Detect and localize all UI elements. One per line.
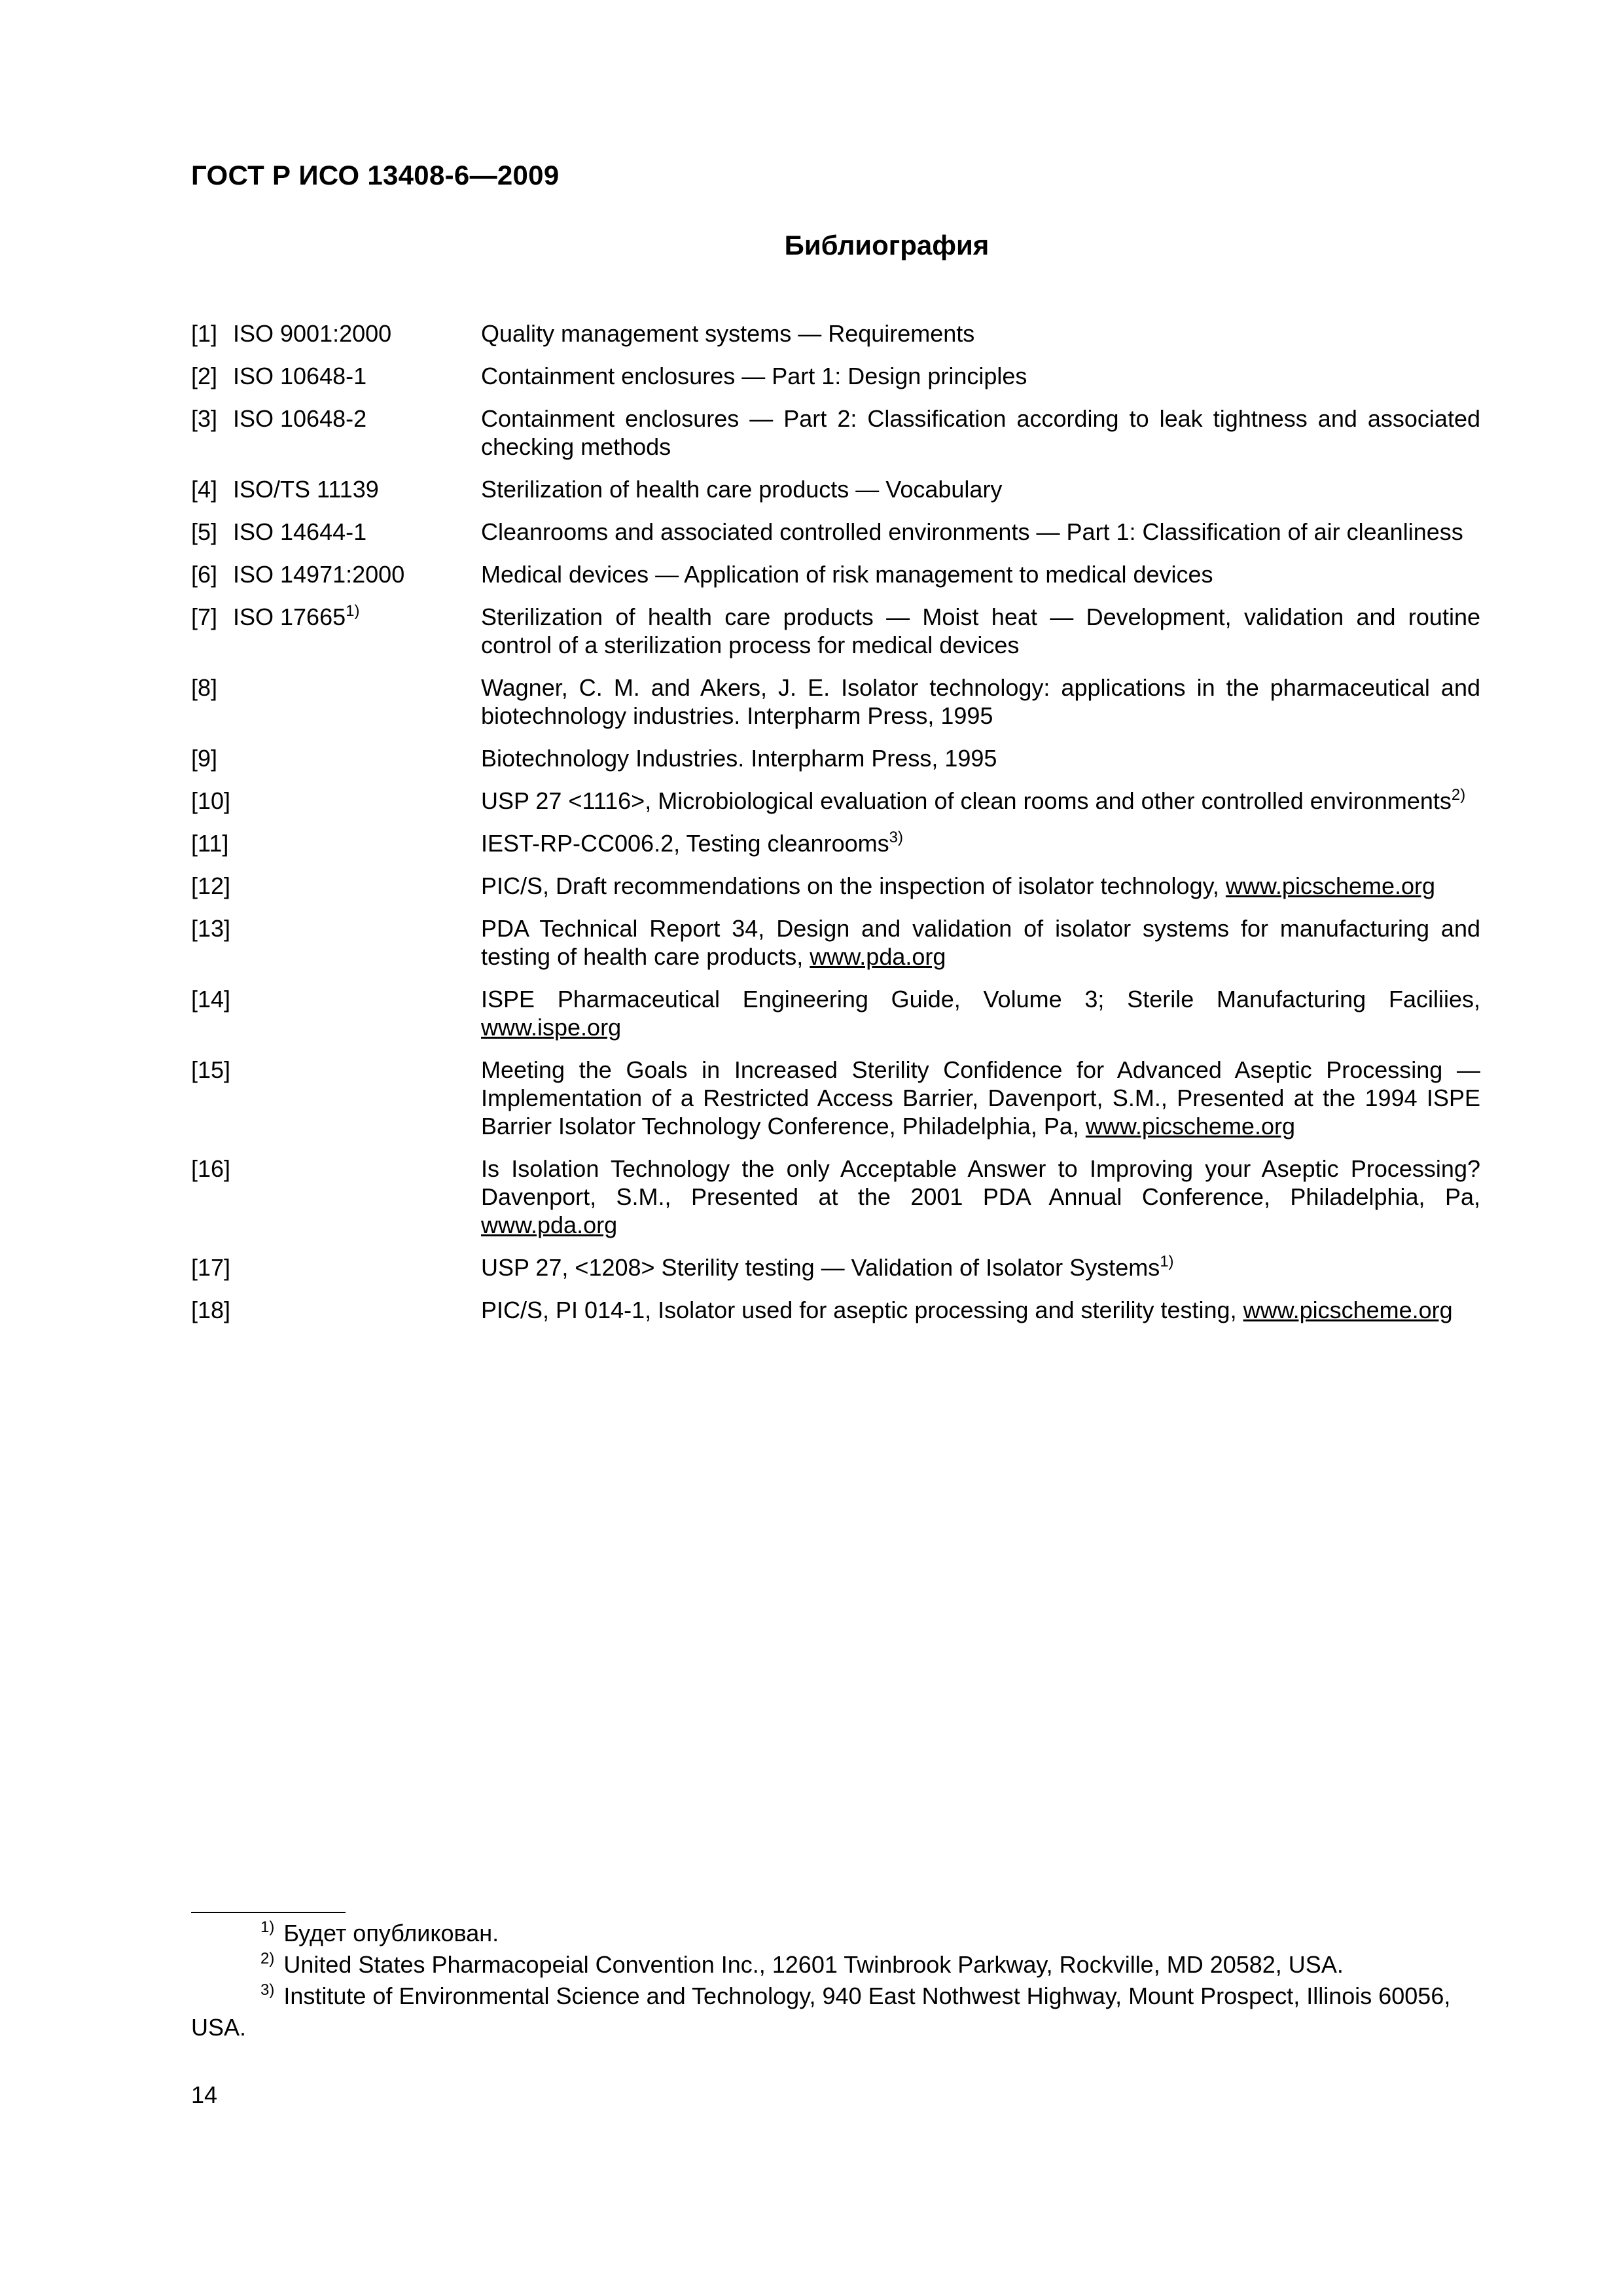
entry-text: Wagner, C. M. and Akers, J. E. Isolator technology: applications in the pharmaceutical and biotechnology industries. Interpharm Press, 1995 — [481, 674, 1480, 729]
bibliography-entry — [191, 673, 1500, 730]
entry-text: Medical devices — Application of risk management to medical devices — [481, 561, 1213, 588]
entry-title — [481, 560, 1480, 588]
entry-link[interactable]: www.pda.org — [810, 943, 946, 970]
entry-title — [481, 1056, 1480, 1140]
footnote-mark: 1) — [260, 1918, 275, 1936]
footnote-mark: 2) — [260, 1950, 275, 1967]
entry-text: Sterilization of health care products — Moist heat — Development, validation and routine control of a sterilization process for medical devices — [481, 603, 1480, 658]
entry-title — [481, 404, 1480, 461]
bibliography-entry-label — [191, 560, 481, 588]
bibliography-entry — [191, 404, 1500, 461]
entry-text: Quality management systems — Requirements — [481, 320, 975, 347]
entry-standard-code: ISO 9001:2000 — [233, 320, 392, 347]
entry-text: USP 27 <1116>, Microbiological evaluation of clean rooms and other controlled environments — [481, 787, 1452, 814]
footnote-text: Institute of Environmental Science and Technology, 940 East Nothwest Highway, Mount Prospect, Illinois 60056, USA. — [191, 1982, 1451, 2041]
bibliography-entry — [191, 518, 1500, 546]
entry-number: [4] — [191, 476, 218, 503]
bibliography-entry — [191, 319, 1500, 348]
bibliography-entry — [191, 1296, 1500, 1324]
bibliography-entry — [191, 475, 1500, 503]
footnote-marker: 2) — [1451, 786, 1466, 804]
bibliography-entry — [191, 787, 1500, 815]
entry-number: [15] — [191, 1056, 231, 1083]
bibliography-entry — [191, 829, 1500, 857]
bibliography-entry-label — [191, 404, 481, 433]
bibliography-entry-label — [191, 1296, 481, 1324]
footnote-separator — [191, 1912, 346, 1913]
entry-title — [481, 673, 1480, 730]
entry-number: [10] — [191, 787, 231, 814]
bibliography-entry — [191, 744, 1500, 772]
footnote — [191, 1949, 1493, 1981]
entry-title — [481, 985, 1480, 1041]
bibliography-entry-label — [191, 603, 481, 631]
footnotes — [191, 1918, 1493, 2043]
bibliography-entry-label — [191, 914, 481, 942]
entry-link[interactable]: www.picscheme.org — [1085, 1113, 1295, 1139]
entry-number: [8] — [191, 674, 218, 701]
bibliography-entry-label — [191, 985, 481, 1013]
bibliography-entry-label — [191, 872, 481, 900]
entry-number: [18] — [191, 1297, 231, 1323]
entry-standard-code: ISO 17665 — [233, 603, 346, 630]
entry-standard-code: ISO/TS 11139 — [233, 476, 379, 503]
entry-text: Cleanrooms and associated controlled environments — Part 1: Classification of air cleanliness — [481, 518, 1463, 545]
entry-text: ISPE Pharmaceutical Engineering Guide, Volume 3; Sterile Manufacturing Faciliies, — [481, 986, 1480, 1013]
bibliography-entry-label — [191, 787, 481, 815]
bibliography-entry — [191, 914, 1500, 971]
entry-title — [481, 787, 1480, 815]
entry-text: Sterilization of health care products — Vocabulary — [481, 476, 1003, 503]
bibliography-entry — [191, 1155, 1500, 1239]
bibliography-entry — [191, 985, 1500, 1041]
entry-text: PIC/S, Draft recommendations on the inspection of isolator technology, — [481, 872, 1226, 899]
entry-standard-code: ISO 14971:2000 — [233, 561, 405, 588]
entry-title — [481, 518, 1480, 546]
entry-title — [481, 872, 1480, 900]
entry-title — [481, 475, 1480, 503]
footnote-mark: 3) — [260, 1981, 275, 1999]
bibliography-entry-label — [191, 829, 481, 857]
footnote — [191, 1918, 1493, 1949]
bibliography-entry — [191, 872, 1500, 900]
document-header: ГОСТ Р ИСО 13408-6—2009 — [191, 160, 560, 190]
entry-link[interactable]: www.picscheme.org — [1225, 872, 1436, 899]
bibliography-entry-label — [191, 1155, 481, 1183]
footnote — [191, 1981, 1493, 2043]
entry-number: [2] — [191, 363, 218, 389]
entry-number: [5] — [191, 518, 218, 545]
entry-number: [11] — [191, 830, 229, 857]
bibliography-entry-label — [191, 744, 481, 772]
bibliography-entry-label — [191, 1056, 481, 1084]
entry-number: [3] — [191, 405, 218, 432]
entry-standard-code: ISO 14644-1 — [233, 518, 367, 545]
bibliography-entry-label — [191, 1253, 481, 1282]
bibliography-entry — [191, 362, 1500, 390]
entry-text: IEST-RP-CC006.2, Testing cleanrooms — [481, 830, 889, 857]
bibliography-entry-label — [191, 362, 481, 390]
entry-link[interactable]: www.ispe.org — [481, 1014, 622, 1041]
bibliography-entry-label — [191, 319, 481, 348]
entry-title — [481, 829, 1480, 857]
entry-link[interactable]: www.pda.org — [481, 1211, 618, 1238]
entry-text: USP 27, <1208> Sterility testing — Validation of Isolator Systems — [481, 1254, 1160, 1281]
page-title: Библиография — [784, 230, 990, 260]
entry-number: [16] — [191, 1155, 231, 1182]
entry-title — [481, 319, 1480, 348]
entry-number: [14] — [191, 986, 231, 1013]
page-number: 14 — [191, 2081, 218, 2108]
entry-text: Meeting the Goals in Increased Sterility Confidence for Advanced Aseptic Processing — Implementation of a Restricted Access Barrier, Davenport, S.M., Presented at the 1994 ISPE Barrier Isolator Technology Conference, Philadelphia, Pa, — [481, 1056, 1480, 1139]
entry-text: Containment enclosures — Part 1: Design principles — [481, 363, 1027, 389]
bibliography-list — [191, 319, 1500, 1338]
bibliography-entry — [191, 1056, 1500, 1140]
entry-number: [17] — [191, 1254, 231, 1281]
entry-number: [6] — [191, 561, 218, 588]
bibliography-entry — [191, 603, 1500, 659]
bibliography-entry — [191, 1253, 1500, 1282]
entry-title — [481, 603, 1480, 659]
footnote-text: Будет опубликован. — [283, 1920, 499, 1946]
entry-text: PIC/S, PI 014-1, Isolator used for aseptic processing and sterility testing, — [481, 1297, 1243, 1323]
entry-text: Biotechnology Industries. Interpharm Press, 1995 — [481, 745, 997, 772]
bibliography-entry-label — [191, 475, 481, 503]
entry-link[interactable]: www.picscheme.org — [1243, 1297, 1453, 1323]
entry-title — [481, 1296, 1480, 1324]
entry-text: Is Isolation Technology the only Acceptable Answer to Improving your Aseptic Processing? Davenport, S.M., Presented at the 2001 PDA Annual Conference, Philadelphia, Pa, — [481, 1155, 1480, 1210]
footnote-marker: 1) — [1160, 1253, 1174, 1270]
footnote-marker: 3) — [889, 829, 903, 846]
entry-title — [481, 914, 1480, 971]
footnote-marker: 1) — [346, 602, 360, 620]
entry-text: PDA Technical Report 34, Design and validation of isolator systems for manufacturing and testing of health care products, — [481, 915, 1480, 970]
entry-number: [1] — [191, 320, 218, 347]
footnote-text: United States Pharmacopeial Convention Inc., 12601 Twinbrook Parkway, Rockville, MD 20582, USA. — [283, 1951, 1344, 1978]
entry-standard-code: ISO 10648-1 — [233, 363, 367, 389]
entry-number: [12] — [191, 872, 231, 899]
bibliography-entry — [191, 560, 1500, 588]
bibliography-entry-label — [191, 673, 481, 702]
entry-standard-code: ISO 10648-2 — [233, 405, 367, 432]
entry-number: [9] — [191, 745, 218, 772]
entry-title — [481, 744, 1480, 772]
bibliography-entry-label — [191, 518, 481, 546]
entry-number: [7] — [191, 603, 218, 630]
entry-title — [481, 1155, 1480, 1239]
entry-title — [481, 362, 1480, 390]
entry-number: [13] — [191, 915, 231, 942]
entry-text: Containment enclosures — Part 2: Classification according to leak tightness and associated checking methods — [481, 405, 1480, 460]
entry-title — [481, 1253, 1480, 1282]
